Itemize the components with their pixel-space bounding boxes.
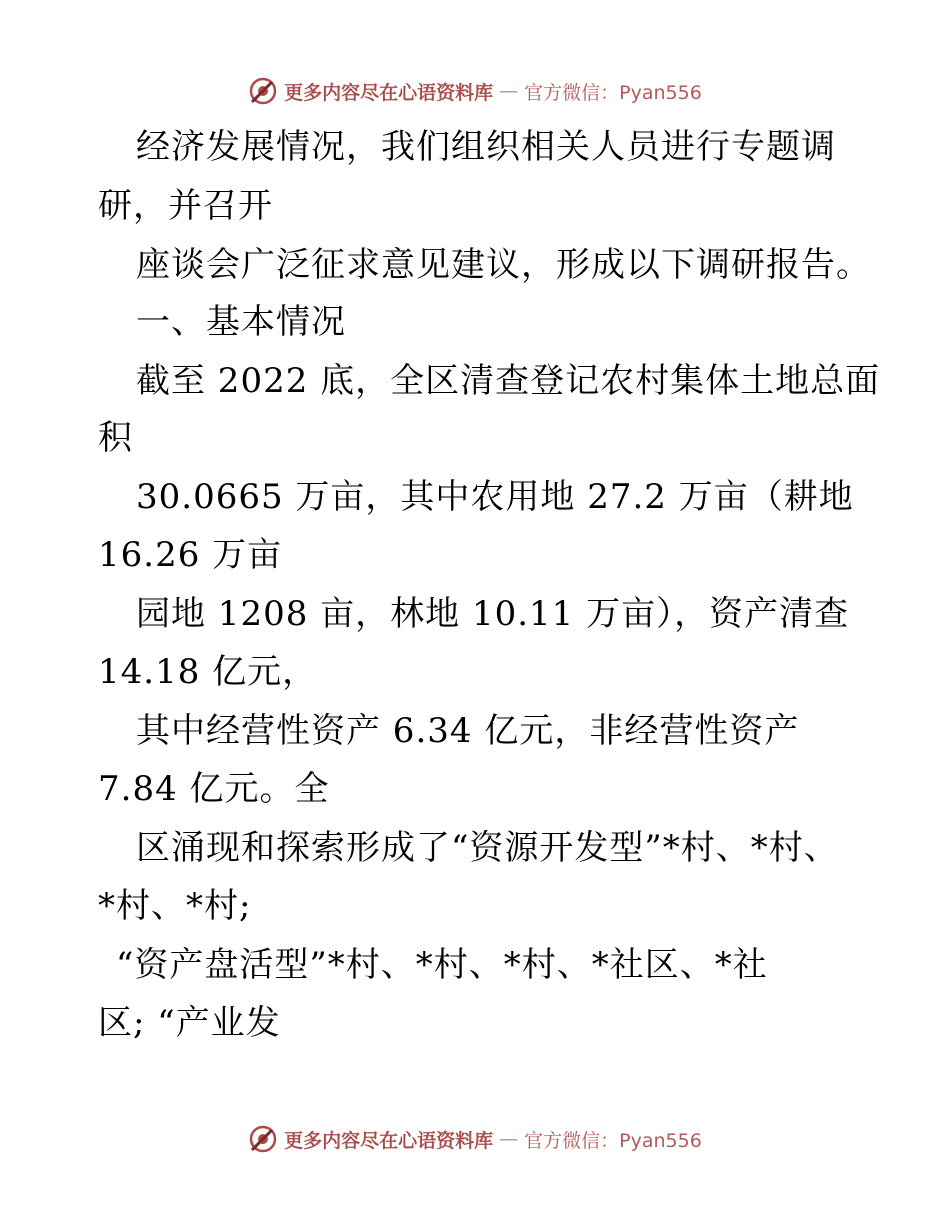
body-line-13: 区涌现和探索形成了“资源开发型”*村、*村、	[136, 828, 839, 868]
watermark-separator: —	[499, 80, 519, 102]
watermark-wechat: 官方微信：Pyan556	[524, 81, 702, 104]
body-line-9: 园地 1208 亩，林地 10.11 万亩），资产清查	[136, 594, 850, 634]
watermark-text: 更多内容尽在心语资料库	[284, 81, 494, 104]
watermark-footer	[0, 1124, 950, 1154]
body-line-2: 研，并召开	[98, 186, 273, 226]
watermark-separator: —	[499, 1128, 519, 1150]
watermark-header	[0, 76, 950, 106]
watermark-text: 更多内容尽在心语资料库	[284, 1129, 494, 1152]
watermark-wechat: 官方微信：Pyan556	[524, 1129, 702, 1152]
pen-logo-icon	[248, 1124, 278, 1154]
body-line-15: “资产盘活型”*村、*村、*村、*社区、*社	[116, 945, 768, 985]
body-line-6: 积	[98, 418, 133, 458]
body-line-8: 16.26 万亩	[98, 535, 283, 575]
pen-logo-icon	[248, 76, 278, 106]
section-heading: 一、基本情况	[136, 302, 346, 342]
body-line-7: 30.0665 万亩，其中农用地 27.2 万亩（耕地	[136, 477, 854, 517]
body-line-11: 其中经营性资产 6.34 亿元，非经营性资产	[136, 711, 800, 751]
body-line-3: 座谈会广泛征求意见建议，形成以下调研报告。	[136, 245, 871, 285]
body-line-1: 经济发展情况，我们组织相关人员进行专题调	[136, 127, 836, 167]
body-line-16: 区; “产业发	[98, 1003, 281, 1043]
body-line-5: 截至 2022 底，全区清查登记农村集体土地总面	[136, 361, 881, 401]
body-line-14: *村、*村;	[98, 886, 252, 926]
body-line-10: 14.18 亿元，	[98, 652, 318, 692]
body-line-12: 7.84 亿元。全	[98, 769, 330, 809]
